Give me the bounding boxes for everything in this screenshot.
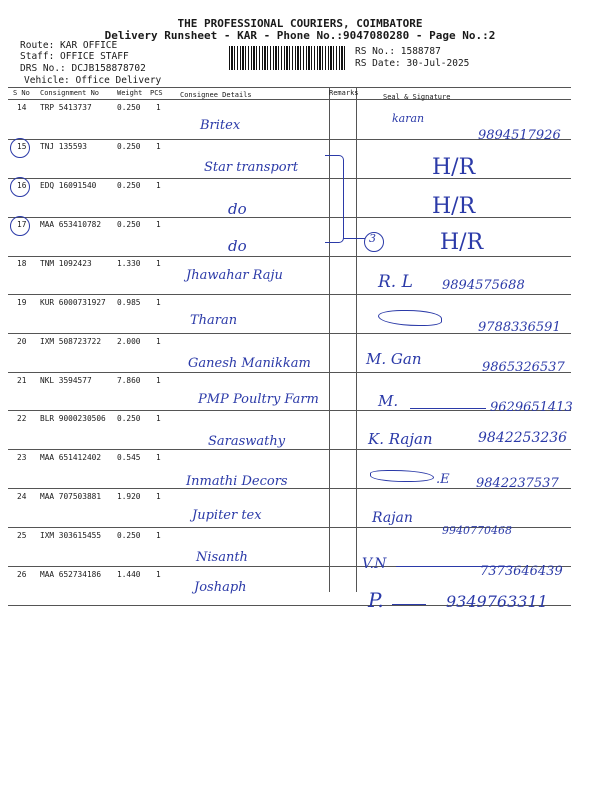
signature-handwriting: R. L: [378, 272, 413, 292]
signature-handwriting: .E: [436, 472, 450, 487]
bracket-tick: [343, 238, 365, 239]
row-weight: 1.440: [117, 570, 141, 579]
signature-handwriting: V.N: [362, 556, 387, 572]
signature-handwriting: M. Gan: [366, 350, 422, 368]
signature-handwriting: H/R: [432, 194, 476, 219]
phone-handwriting: 9842253236: [478, 430, 568, 446]
signature-handwriting: Rajan: [372, 510, 413, 526]
signature-scribble: [370, 470, 434, 482]
rows-bracket: [325, 155, 344, 243]
col-seal: Seal & Signature: [383, 93, 451, 101]
row-separator: [8, 256, 571, 257]
phone-handwriting: 7373646439: [480, 564, 563, 579]
row-separator: [8, 410, 571, 411]
row-weight: 0.985: [117, 298, 141, 307]
staff-label: Staff: OFFICE STAFF: [20, 51, 129, 62]
row-weight: 1.920: [117, 492, 141, 501]
row-consignment: KUR 6000731927: [40, 298, 106, 307]
company-title: THE PROFESSIONAL COURIERS, COIMBATORE: [177, 17, 423, 30]
consignee-handwriting: Tharan: [190, 313, 238, 328]
signature-scribble: [410, 398, 486, 409]
consignee-handwriting: Saraswathy: [208, 434, 286, 449]
consignee-handwriting: Jupiter tex: [192, 508, 262, 523]
row-weight: 0.545: [117, 453, 141, 462]
phone-handwriting: 9894517926: [478, 128, 561, 143]
route-label: Route: KAR OFFICE: [20, 40, 118, 51]
signature-scribble: [378, 310, 442, 326]
runsheet-subtitle: Delivery Runsheet - KAR - Phone No.:9047080280 - Page No.:2: [104, 29, 496, 42]
phone-handwriting: 9629651413: [490, 400, 573, 415]
consignee-handwriting: Inmathi Decors: [186, 474, 288, 489]
phone-handwriting: 9788336591: [478, 320, 561, 335]
row-sno: 17: [17, 220, 27, 229]
row-sno: 21: [17, 376, 27, 385]
signature-handwriting: karan: [392, 112, 425, 125]
row-weight: 2.000: [117, 337, 141, 346]
signature-handwriting: H/R: [432, 155, 476, 180]
row-sno: 16: [17, 181, 27, 190]
row-consignment: MAA 651412402: [40, 453, 102, 462]
row-pcs: 1: [156, 414, 161, 423]
row-sno: 25: [17, 531, 27, 540]
row-weight: 1.330: [117, 259, 141, 268]
consignee-handwriting: Britex: [200, 118, 241, 133]
row-weight: 0.250: [117, 181, 141, 190]
phone-handwriting: 9865326537: [482, 360, 565, 375]
row-separator: [8, 178, 571, 179]
row-sno: 20: [17, 337, 27, 346]
row-separator: [8, 217, 571, 218]
col-sno: S No: [13, 89, 30, 97]
row-pcs: 1: [156, 492, 161, 501]
row-pcs: 1: [156, 103, 161, 112]
table-top-border: [8, 87, 571, 88]
row-weight: 0.250: [117, 414, 141, 423]
signature-handwriting: K. Rajan: [368, 430, 433, 448]
signature-handwriting: P.: [368, 588, 384, 612]
row-sno: 14: [17, 103, 27, 112]
col-consignee: Consignee Details: [180, 91, 252, 99]
row-sno: 24: [17, 492, 27, 501]
consignee-handwriting: Jhawahar Raju: [186, 268, 283, 283]
signature-handwriting: M.: [378, 392, 399, 410]
row-pcs: 1: [156, 531, 161, 540]
row-sno: 22: [17, 414, 27, 423]
row-sno: 26: [17, 570, 27, 579]
row-consignment: BLR 9000230506: [40, 414, 106, 423]
consignee-handwriting: Nisanth: [196, 550, 248, 565]
row-consignment: TRP 5413737: [40, 103, 92, 112]
row-sno: 19: [17, 298, 27, 307]
col-remarks: Remarks: [329, 89, 359, 97]
table-header-border: [8, 99, 571, 100]
consignee-handwriting: Star transport: [204, 160, 299, 175]
row-sno: 18: [17, 259, 27, 268]
col-weight: Weight: [117, 89, 143, 97]
consignee-handwriting: do: [228, 200, 247, 218]
row-sno: 15: [17, 142, 27, 151]
signature-handwriting: H/R: [440, 230, 484, 255]
row-pcs: 1: [156, 453, 161, 462]
row-weight: 7.860: [117, 376, 141, 385]
row-consignment: EDQ 16091540: [40, 181, 97, 190]
consignee-handwriting: Joshaph: [194, 580, 247, 595]
phone-handwriting: 9349763311: [446, 592, 548, 611]
consignee-handwriting: Ganesh Manikkam: [188, 356, 311, 371]
row-weight: 0.250: [117, 220, 141, 229]
row-consignment: MAA 652734186: [40, 570, 102, 579]
row-consignment: NKL 3594577: [40, 376, 92, 385]
rs-number: RS No.: 1588787: [355, 46, 441, 57]
row-separator: [8, 294, 571, 295]
row-weight: 0.250: [117, 531, 141, 540]
phone-handwriting: 9842237537: [476, 476, 559, 491]
row-weight: 0.250: [117, 142, 141, 151]
row-pcs: 1: [156, 259, 161, 268]
seal-divider: [356, 87, 357, 592]
row-consignment: MAA 707503881: [40, 492, 102, 501]
barcode: [229, 46, 347, 70]
row-pcs: 1: [156, 298, 161, 307]
rs-date: RS Date: 30-Jul-2025: [355, 58, 470, 69]
signature-scribble: [392, 600, 426, 605]
row-weight: 0.250: [117, 103, 141, 112]
row-pcs: 1: [156, 337, 161, 346]
row-pcs: 1: [156, 181, 161, 190]
drs-number: DRS No.: DCJB158878702: [20, 63, 146, 74]
row-pcs: 1: [156, 220, 161, 229]
bracket-count: 3: [369, 232, 376, 245]
row-consignment: TNM 1092423: [40, 259, 92, 268]
row-pcs: 1: [156, 570, 161, 579]
consignee-handwriting: PMP Poultry Farm: [198, 392, 319, 407]
row-consignment: IXM 303615455: [40, 531, 102, 540]
consignee-handwriting: do: [228, 237, 247, 255]
col-consignment: Consignment No: [40, 89, 100, 97]
row-consignment: IXM 508723722: [40, 337, 102, 346]
phone-handwriting: 9894575688: [442, 278, 525, 293]
row-consignment: MAA 653410782: [40, 220, 102, 229]
row-pcs: 1: [156, 142, 161, 151]
row-sno: 23: [17, 453, 27, 462]
col-pcs: PCS: [150, 89, 163, 97]
row-consignment: TNJ 135593: [40, 142, 87, 151]
row-pcs: 1: [156, 376, 161, 385]
phone-handwriting: 9940770468: [442, 524, 512, 537]
vehicle-label: Vehicle: Office Delivery: [24, 75, 162, 86]
row-separator: [8, 449, 571, 450]
